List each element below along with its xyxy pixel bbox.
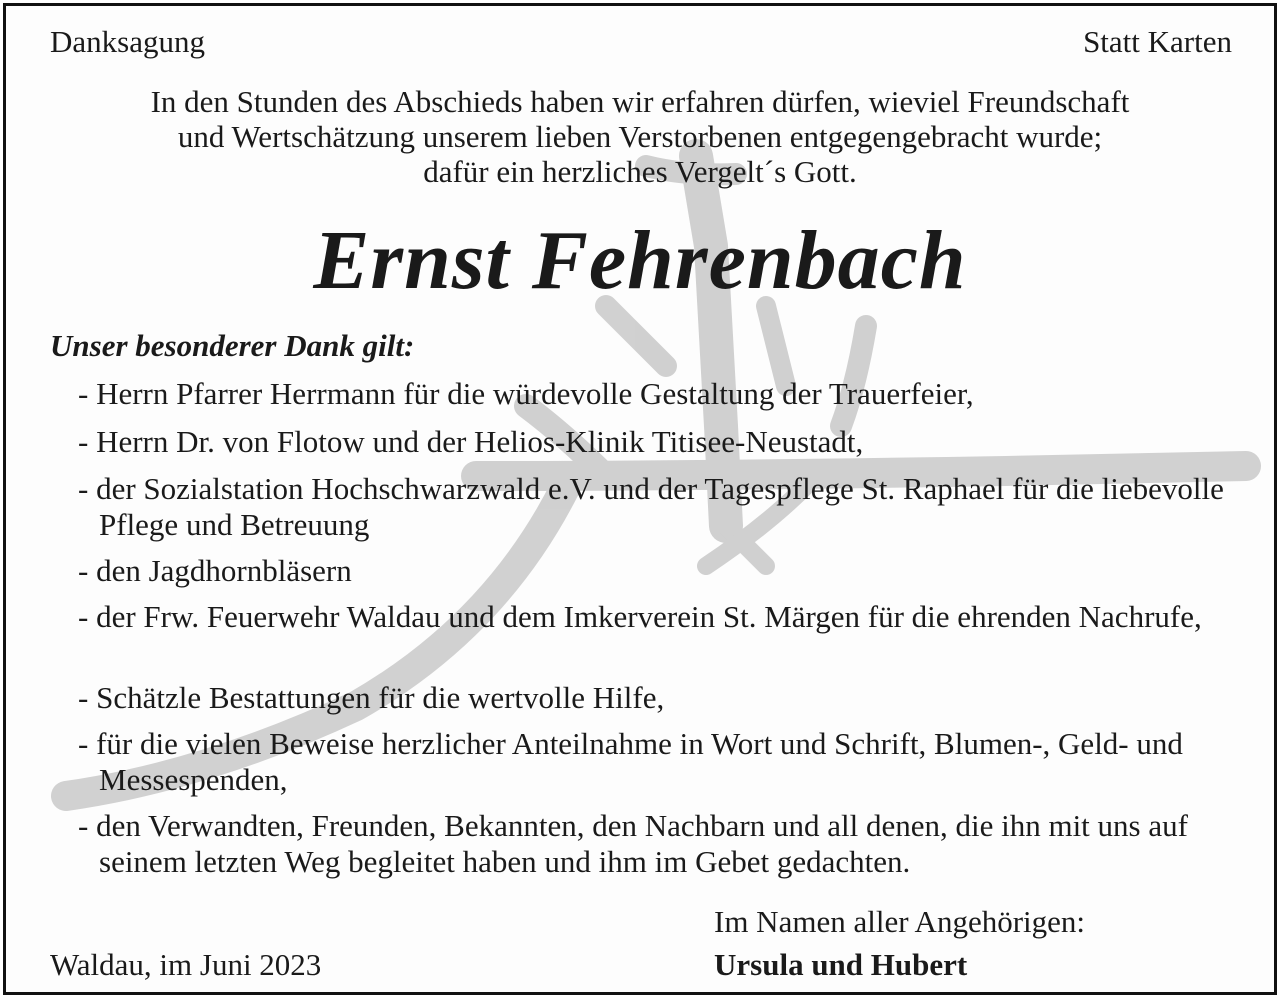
thanks-item: - den Jagdhornbläsern xyxy=(78,553,352,588)
obituary-notice xyxy=(3,3,1277,995)
notice-type-label: Danksagung xyxy=(50,24,205,59)
thanks-heading: Unser besonderer Dank gilt: xyxy=(50,328,415,363)
intro-line: und Wertschätzung unserem lieben Verstorbenen entgegengebracht wurde; xyxy=(177,119,1103,154)
thanks-item: - für die vielen Beweise herzlicher Anteilnahme in Wort und Schrift, Blumen-, Geld- und Messespenden, xyxy=(78,726,1183,797)
thanks-item: - Herrn Pfarrer Herrmann für die würdevolle Gestaltung der Trauerfeier, xyxy=(78,376,974,411)
thanks-item: - den Verwandten, Freunden, Bekannten, den Nachbarn und all denen, die ihn mit uns auf seinem letzten Weg begleitet haben und ihm im Gebet gedachten. xyxy=(78,808,1188,879)
thanks-item: - Herrn Dr. von Flotow und der Helios-Klinik Titisee-Neustadt, xyxy=(78,424,864,459)
intro-line: In den Stunden des Abschieds haben wir erfahren dürfen, wieviel Freundschaft xyxy=(150,84,1130,119)
deceased-name: Ernst Fehrenbach xyxy=(313,214,967,307)
intro-text xyxy=(6,84,1274,189)
intro-line: dafür ein herzliches Vergelt´s Gott. xyxy=(423,154,857,189)
statt-karten-label: Statt Karten xyxy=(1083,24,1232,59)
thanks-item: - der Sozialstation Hochschwarzwald e.V. und der Tagespflege St. Raphael für die liebevolle Pflege und Betreuung xyxy=(78,471,1224,542)
on-behalf-label: Im Namen aller Angehörigen: xyxy=(714,904,1086,939)
place-date: Waldau, im Juni 2023 xyxy=(50,947,322,982)
thanks-item: - der Frw. Feuerwehr Waldau und dem Imkerverein St. Märgen für die ehrenden Nachrufe, xyxy=(78,599,1202,634)
thanks-item: - Schätzle Bestattungen für die wertvolle Hilfe, xyxy=(78,680,665,715)
signers: Ursula und Hubert xyxy=(714,947,968,982)
